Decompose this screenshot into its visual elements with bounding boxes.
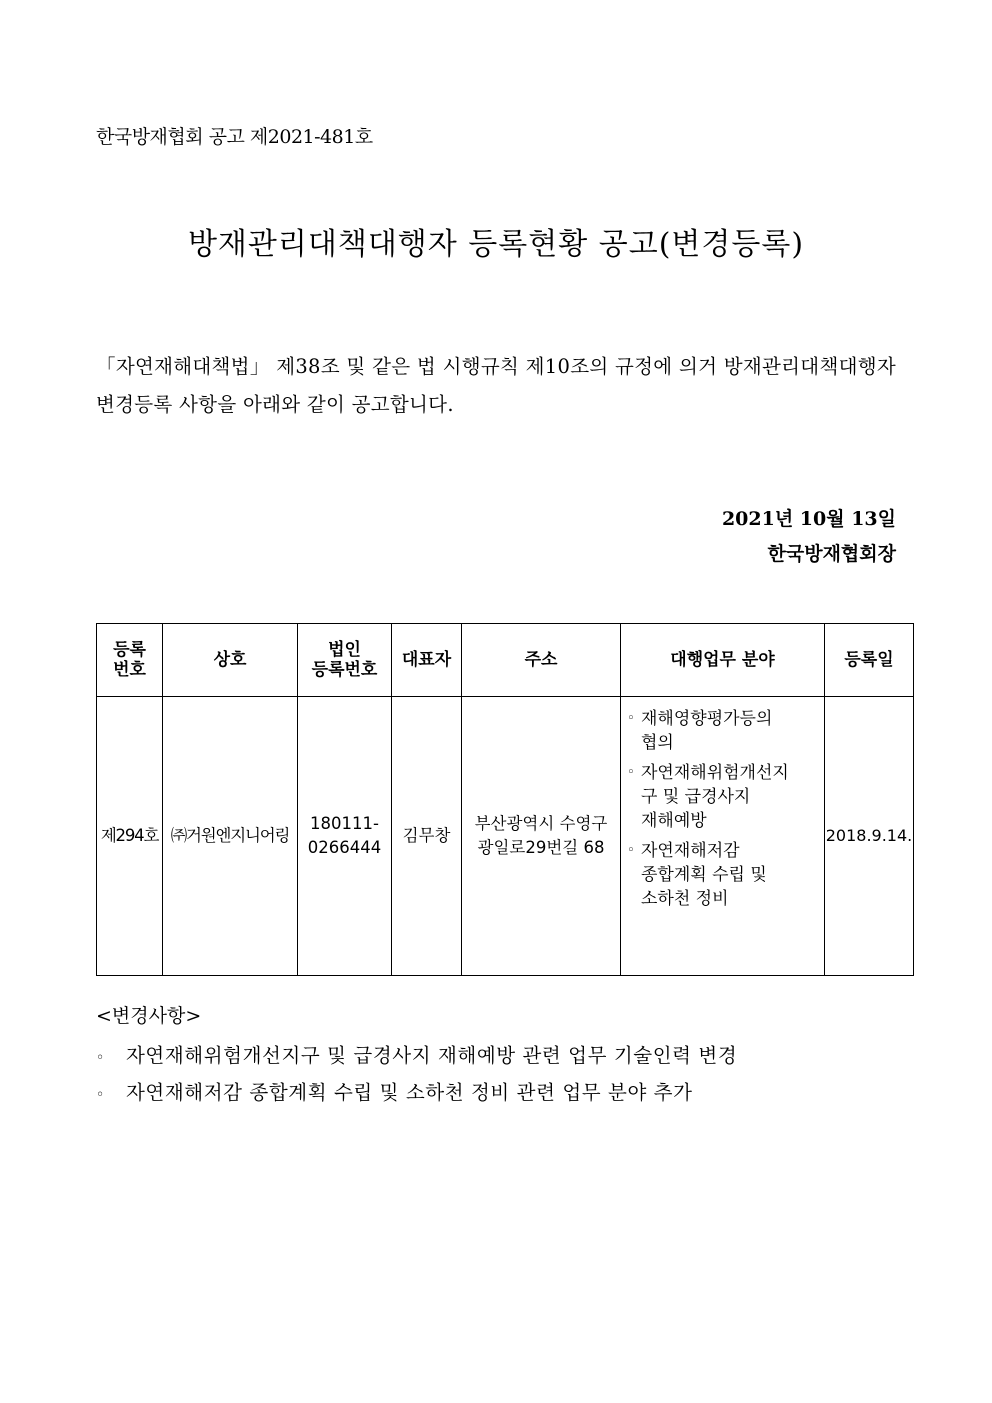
issuer-signature: 한국방재협회장 — [767, 543, 896, 565]
header-reg-no: 등록 번호 — [97, 624, 163, 697]
header-company: 상호 — [163, 624, 298, 697]
change-item — [96, 1077, 693, 1105]
notice-number: 한국방재협회 공고 제2021-481호 — [96, 126, 373, 148]
change-item — [96, 1040, 737, 1068]
registration-table — [96, 623, 914, 976]
header-reg-date: 등록일 — [825, 624, 914, 697]
field-item-text: 자연재해위험개선지 구 및 급경사지 재해예방 — [641, 763, 789, 831]
bullet-icon: ◦ — [96, 1050, 105, 1066]
cell-reg-no: 제294호 — [97, 697, 163, 976]
field-item-text: 자연재해저감 종합계획 수립 및 소하천 정비 — [641, 841, 767, 909]
header-address: 주소 — [462, 624, 621, 697]
field-item — [627, 839, 818, 911]
bullet-icon: ◦ — [627, 843, 635, 858]
cell-corp-no: 180111- 0266444 — [298, 697, 392, 976]
cell-representative: 김무창 — [392, 697, 462, 976]
field-item — [627, 761, 818, 833]
cell-company: ㈜거원엔지니어링 — [163, 697, 298, 976]
bullet-icon: ◦ — [96, 1087, 105, 1103]
cell-fields — [621, 697, 825, 976]
header-corp-no: 법인 등록번호 — [298, 624, 392, 697]
table-row — [97, 697, 914, 976]
cell-address: 부산광역시 수영구 광일로29번길 68 — [462, 697, 621, 976]
body-paragraph: 「자연재해대책법」 제38조 및 같은 법 시행규칙 제10조의 규정에 의거 방재관리대책대행자 변경등록 사항을 아래와 같이 공고합니다. — [96, 355, 896, 416]
notice-date: 2021년 10월 13일 — [721, 508, 896, 530]
change-item-text: 자연재해저감 종합계획 수립 및 소하천 정비 관련 업무 분야 추가 — [126, 1081, 693, 1104]
document-title: 방재관리대책대행자 등록현황 공고(변경등록) — [187, 227, 805, 262]
table-header-row — [97, 624, 914, 697]
header-representative: 대표자 — [392, 624, 462, 697]
field-item — [627, 707, 818, 755]
field-item-text: 재해영향평가등의 협의 — [641, 709, 773, 753]
bullet-icon: ◦ — [627, 711, 635, 726]
changes-heading: <변경사항> — [96, 1005, 202, 1027]
change-item-text: 자연재해위험개선지구 및 급경사지 재해예방 관련 업무 기술인력 변경 — [126, 1044, 738, 1067]
header-fields: 대행업무 분야 — [621, 624, 825, 697]
bullet-icon: ◦ — [627, 765, 635, 780]
cell-reg-date: 2018.9.14. — [825, 697, 914, 976]
